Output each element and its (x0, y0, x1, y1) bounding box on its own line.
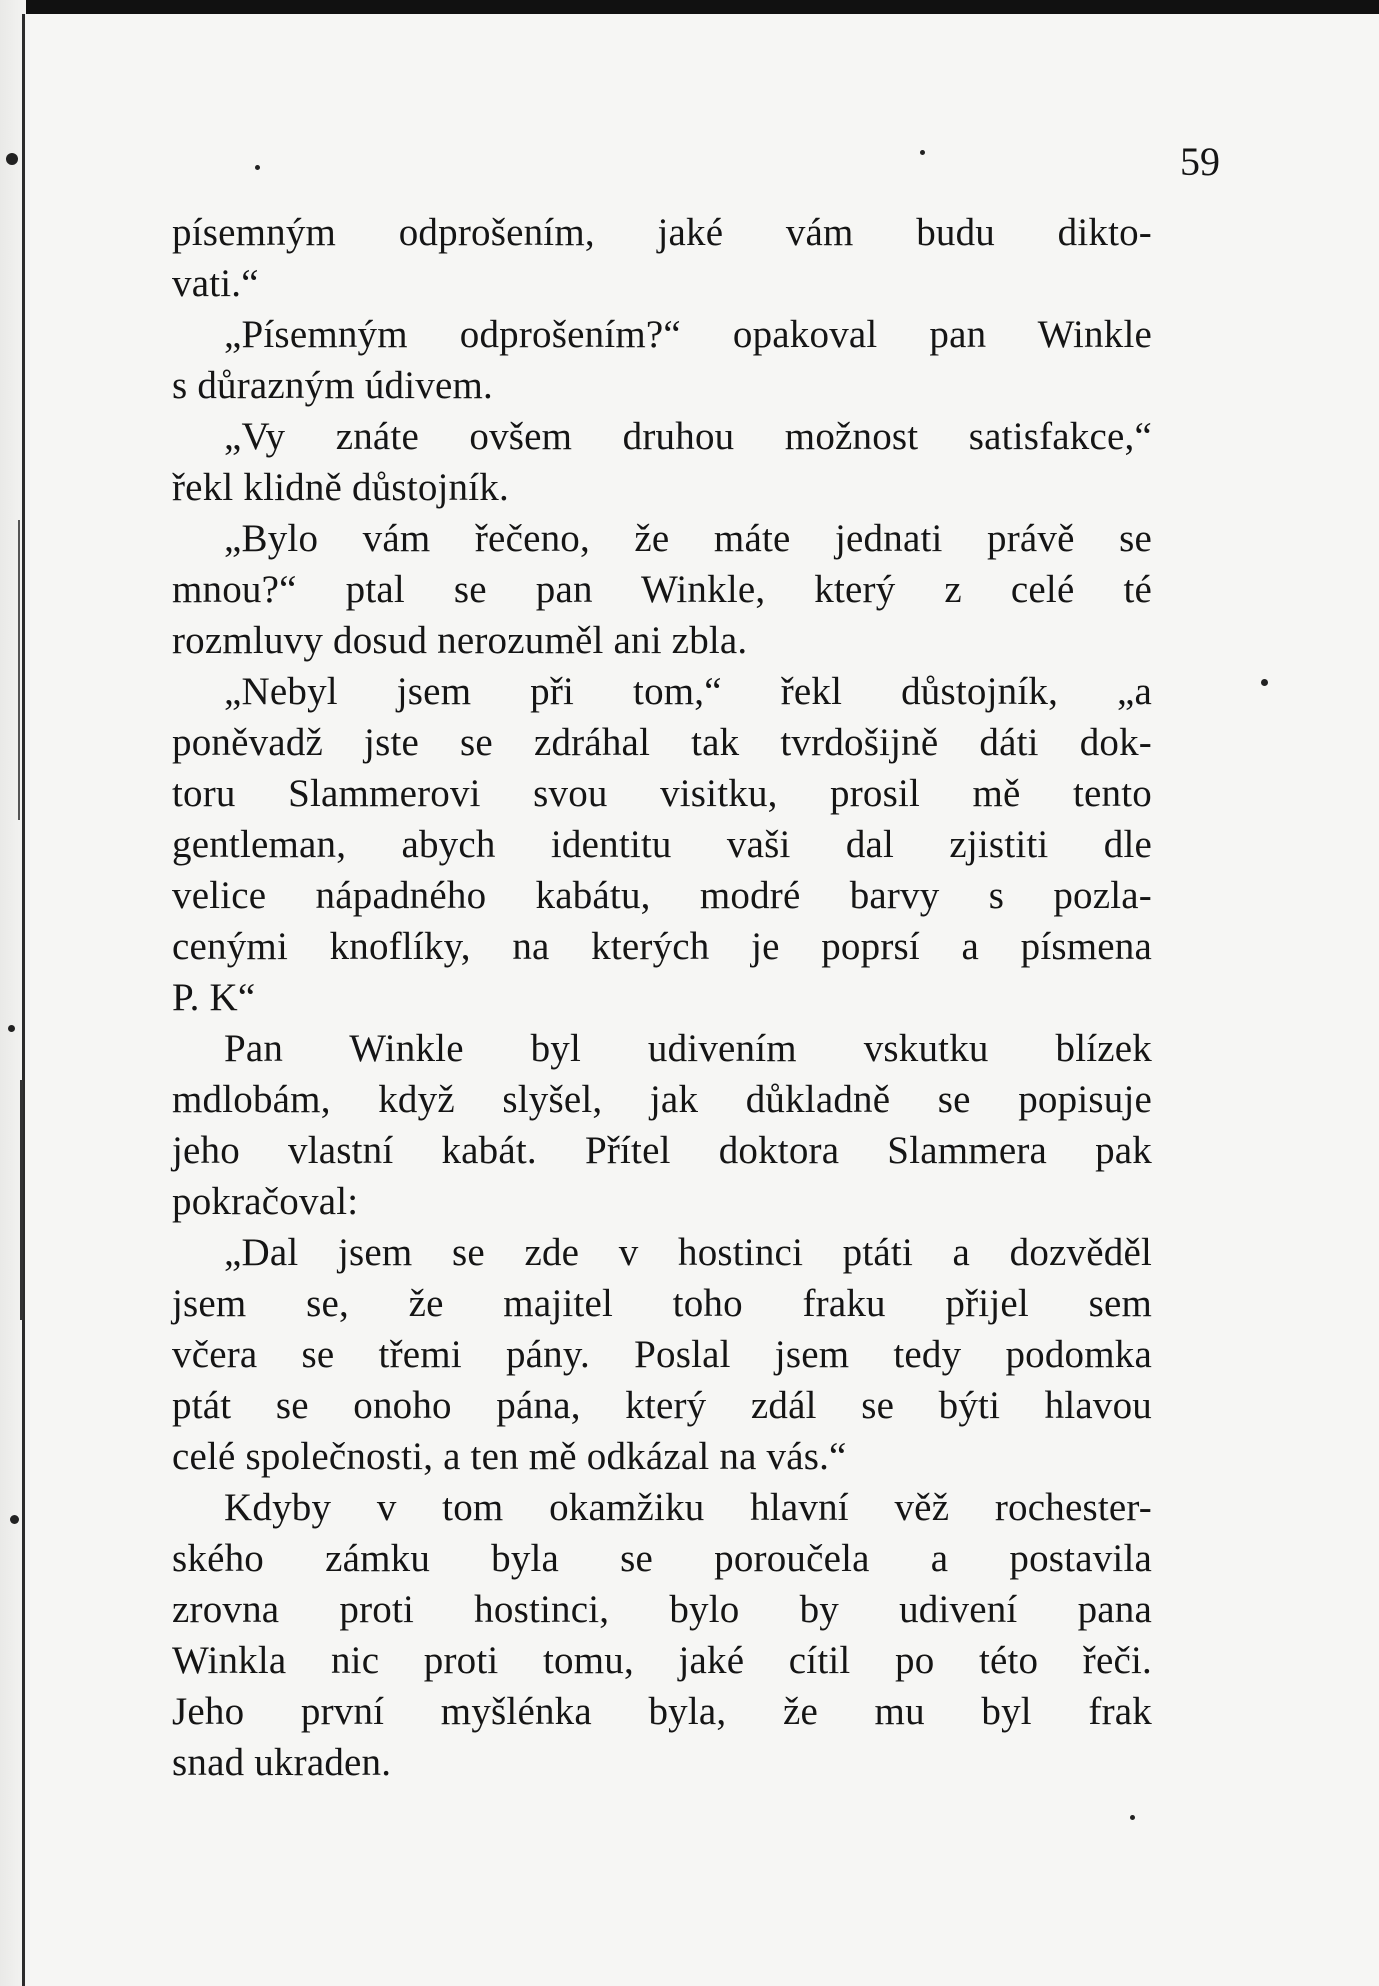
text-line: jsem se, že majitel toho fraku přijel sem (172, 1282, 1152, 1325)
scan-binding-line (22, 14, 25, 1986)
text-line: s důrazným údivem. (172, 364, 493, 407)
text-line: „Dal jsem se zde v hostinci ptáti a dozvěděl (224, 1231, 1152, 1274)
scan-top-border (0, 0, 1379, 14)
scan-speck (1130, 1815, 1135, 1820)
text-line: poněvadž jste se zdráhal tak tvrdošijně dáti dok- (172, 721, 1152, 764)
text-line: cenými knoflíky, na kterých je poprsí a písmena (172, 925, 1152, 968)
text-line: pokračoval: (172, 1180, 359, 1223)
page-number: 59 (1180, 139, 1220, 184)
text-line: celé společnosti, a ten mě odkázal na vás.“ (172, 1435, 847, 1478)
scan-speck (8, 1025, 15, 1032)
text-line: mdlobám, když slyšel, jak důkladně se popisuje (172, 1078, 1152, 1121)
scan-speck (1261, 679, 1268, 686)
text-line: toru Slammerovi svou visitku, prosil mě tento (172, 772, 1152, 815)
scan-speck (920, 150, 925, 155)
text-line: vati.“ (172, 262, 259, 305)
text-line: gentleman, abych identitu vaši dal zjistiti dle (172, 823, 1152, 866)
scan-speck (6, 153, 18, 165)
text-line: Pan Winkle byl udivením vskutku blízek (224, 1027, 1152, 1070)
text-line: mnou?“ ptal se pan Winkle, který z celé té (172, 568, 1152, 611)
text-line: „Písemným odprošením?“ opakoval pan Winkle (224, 313, 1152, 356)
text-line: „Vy znáte ovšem druhou možnost satisfakce,“ (224, 415, 1152, 458)
scan-binding-line-segment (20, 1080, 23, 1320)
text-line: včera se třemi pány. Poslal jsem tedy podomka (172, 1333, 1152, 1376)
text-line: řekl klidně důstojník. (172, 466, 509, 509)
body-text (172, 207, 1152, 1788)
text-line: velice nápadného kabátu, modré barvy s pozla- (172, 874, 1152, 917)
text-line: ptát se onoho pána, který zdál se býti hlavou (172, 1384, 1152, 1427)
text-line: snad ukraden. (172, 1741, 392, 1784)
text-line: P. K“ (172, 976, 256, 1019)
text-line: „Bylo vám řečeno, že máte jednati právě se (224, 517, 1152, 560)
scan-speck (10, 1515, 19, 1524)
text-line: ského zámku byla se poroučela a postavila (172, 1537, 1152, 1580)
text-line: písemným odprošením, jaké vám budu dikto- (172, 211, 1152, 254)
text-line: jeho vlastní kabát. Přítel doktora Slammera pak (172, 1129, 1152, 1172)
text-line: Kdyby v tom okamžiku hlavní věž rochester- (224, 1486, 1152, 1529)
scan-binding-line-segment (18, 520, 20, 820)
text-line: rozmluvy dosud nerozuměl ani zbla. (172, 619, 748, 662)
text-line: „Nebyl jsem při tom,“ řekl důstojník, „a (224, 670, 1152, 713)
text-line: zrovna proti hostinci, bylo by udivení pana (172, 1588, 1152, 1631)
text-line: Winkla nic proti tomu, jaké cítil po této řeči. (172, 1639, 1152, 1682)
scan-speck (255, 165, 260, 170)
text-line: Jeho první myšlénka byla, že mu byl frak (172, 1690, 1152, 1733)
